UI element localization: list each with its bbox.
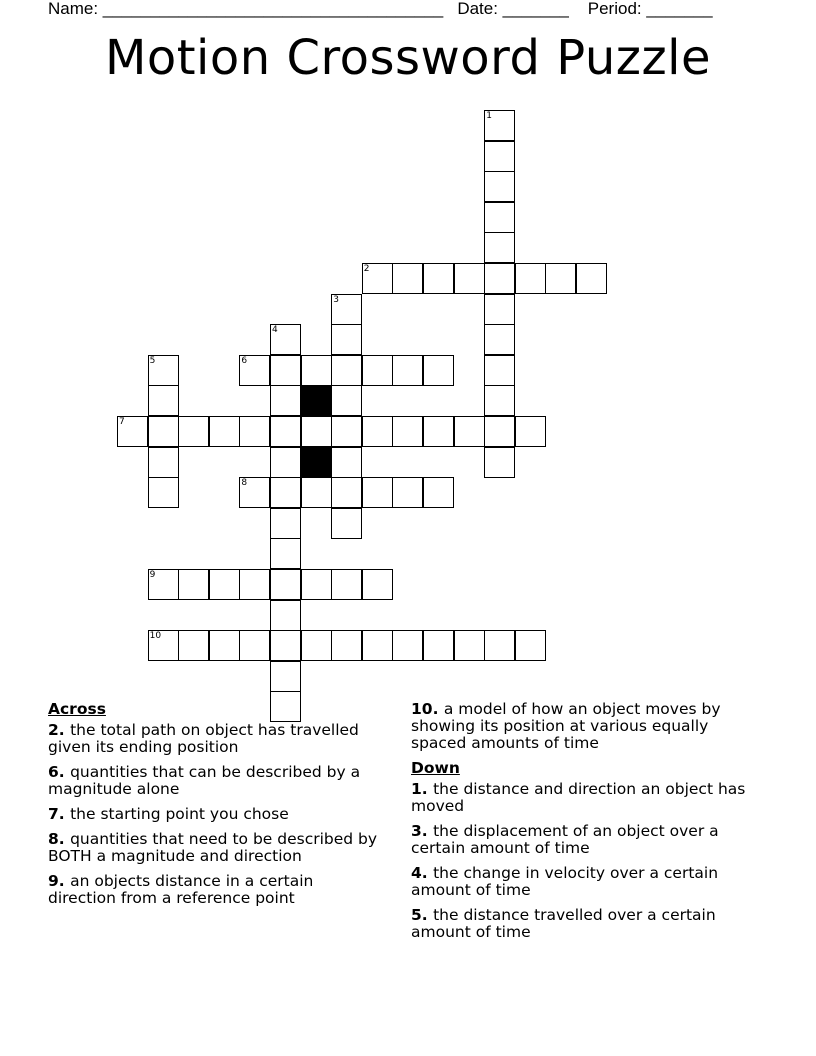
grid-cell[interactable] <box>392 416 423 447</box>
grid-cell[interactable] <box>515 416 546 447</box>
grid-cell[interactable] <box>209 569 240 600</box>
grid-cell[interactable] <box>362 477 393 508</box>
grid-cell[interactable] <box>301 355 332 386</box>
grid-cell[interactable] <box>270 385 301 416</box>
grid-cell[interactable] <box>515 630 546 661</box>
grid-cell[interactable] <box>148 630 179 661</box>
grid-cell[interactable] <box>148 355 179 386</box>
clue-down-3: 3. the displacement of an object over a certain amount of time <box>411 822 719 857</box>
grid-cell[interactable] <box>178 569 209 600</box>
clue-across-9: 9. an objects distance in a certain direction from a reference point <box>48 872 314 907</box>
grid-cell[interactable] <box>331 294 362 325</box>
grid-cell[interactable] <box>148 569 179 600</box>
clue-across-2: 2. the total path on object has travelled given its ending position <box>48 721 359 756</box>
grid-cell[interactable] <box>484 110 515 141</box>
black-cell <box>301 447 332 478</box>
clues-right-column <box>411 701 746 949</box>
grid-cell[interactable] <box>331 447 362 478</box>
clue-across-6: 6. quantities that can be described by a magnitude alone <box>48 763 361 798</box>
across-heading: Across <box>48 700 106 718</box>
grid-cell[interactable] <box>148 416 179 447</box>
grid-cell[interactable] <box>270 324 301 355</box>
grid-cell[interactable] <box>484 202 515 233</box>
grid-cell[interactable] <box>484 263 515 294</box>
grid-cell[interactable] <box>270 355 301 386</box>
clues-left-column <box>48 701 383 915</box>
grid-cell[interactable] <box>423 416 454 447</box>
grid-cell[interactable] <box>423 477 454 508</box>
grid-cell[interactable] <box>454 416 485 447</box>
grid-cell[interactable] <box>270 508 301 539</box>
grid-cell[interactable] <box>484 630 515 661</box>
grid-cell[interactable] <box>423 630 454 661</box>
grid-cell[interactable] <box>148 385 179 416</box>
grid-cell[interactable] <box>178 630 209 661</box>
grid-cell[interactable] <box>301 477 332 508</box>
clue-number: 1 <box>486 111 492 121</box>
grid-cell[interactable] <box>270 630 301 661</box>
grid-cell[interactable] <box>576 263 607 294</box>
grid-cell[interactable] <box>117 416 148 447</box>
clue-number: 4 <box>272 325 278 336</box>
grid-cell[interactable] <box>331 324 362 355</box>
grid-cell[interactable] <box>545 263 576 294</box>
grid-cell[interactable] <box>331 477 362 508</box>
grid-cell[interactable] <box>148 447 179 478</box>
grid-cell[interactable] <box>484 171 515 202</box>
grid-cell[interactable] <box>270 447 301 478</box>
clue-number: 8 <box>241 478 248 489</box>
clue-across-7: 7. the starting point you chose <box>48 805 289 823</box>
grid-cell[interactable] <box>239 569 270 600</box>
grid-cell[interactable] <box>362 416 393 447</box>
grid-cell[interactable] <box>270 538 301 569</box>
clue-number: 7 <box>119 417 125 427</box>
grid-cell[interactable] <box>392 477 423 508</box>
grid-cell[interactable] <box>239 355 270 386</box>
grid-cell[interactable] <box>331 355 362 386</box>
header-name-date-period: Name: ____________________________________ Date: _______ Period: _______ <box>48 0 713 18</box>
grid-cell[interactable] <box>484 232 515 263</box>
grid-cell[interactable] <box>209 416 240 447</box>
grid-cell[interactable] <box>454 263 485 294</box>
grid-cell[interactable] <box>454 630 485 661</box>
clue-number: 3 <box>333 294 339 305</box>
grid-cell[interactable] <box>484 355 515 386</box>
grid-cell[interactable] <box>178 416 209 447</box>
grid-cell[interactable] <box>392 630 423 661</box>
grid-cell[interactable] <box>301 630 332 661</box>
clue-across-10: 10. a model of how an object moves by showing its position at various equally spaced amounts of time <box>411 700 721 752</box>
grid-cell[interactable] <box>484 385 515 416</box>
clue-down-1: 1. the distance and direction an object has moved <box>411 780 746 815</box>
grid-cell[interactable] <box>423 263 454 294</box>
grid-cell[interactable] <box>270 569 301 600</box>
clue-number: 6 <box>241 355 248 366</box>
grid-cell[interactable] <box>392 263 423 294</box>
grid-cell[interactable] <box>301 569 332 600</box>
grid-cell[interactable] <box>515 263 546 294</box>
grid-cell[interactable] <box>239 477 270 508</box>
clue-number: 2 <box>363 264 370 274</box>
black-cell <box>301 385 332 416</box>
grid-cell[interactable] <box>239 630 270 661</box>
page-title: Motion Crossword Puzzle <box>104 30 712 86</box>
grid-cell[interactable] <box>392 355 423 386</box>
grid-cell[interactable] <box>362 355 393 386</box>
grid-cell[interactable] <box>362 569 393 600</box>
grid-cell[interactable] <box>331 569 362 600</box>
grid-cell[interactable] <box>484 141 515 172</box>
down-heading: Down <box>411 759 460 777</box>
grid-cell[interactable] <box>331 630 362 661</box>
grid-cell[interactable] <box>331 385 362 416</box>
grid-cell[interactable] <box>484 447 515 478</box>
grid-cell[interactable] <box>484 416 515 447</box>
clue-down-5: 5. the distance travelled over a certain amount of time <box>411 906 716 941</box>
grid-cell[interactable] <box>362 263 393 294</box>
grid-cell[interactable] <box>270 600 301 631</box>
grid-cell[interactable] <box>484 324 515 355</box>
clue-down-4: 4. the change in velocity over a certain amount of time <box>411 864 719 899</box>
grid-cell[interactable] <box>270 661 301 692</box>
grid-cell[interactable] <box>148 477 179 508</box>
grid-cell[interactable] <box>484 294 515 325</box>
grid-cell[interactable] <box>331 416 362 447</box>
grid-cell[interactable] <box>423 355 454 386</box>
clue-number: 10 <box>149 631 162 642</box>
grid-cell[interactable] <box>209 630 240 661</box>
grid-cell[interactable] <box>331 508 362 539</box>
grid-cell[interactable] <box>270 477 301 508</box>
grid-cell[interactable] <box>270 416 301 447</box>
clue-across-8: 8. quantities that need to be described by BOTH a magnitude and direction <box>48 830 378 865</box>
clue-number: 5 <box>149 355 156 366</box>
grid-cell[interactable] <box>301 416 332 447</box>
clue-number: 9 <box>149 570 156 580</box>
grid-cell[interactable] <box>362 630 393 661</box>
grid-cell[interactable] <box>239 416 270 447</box>
